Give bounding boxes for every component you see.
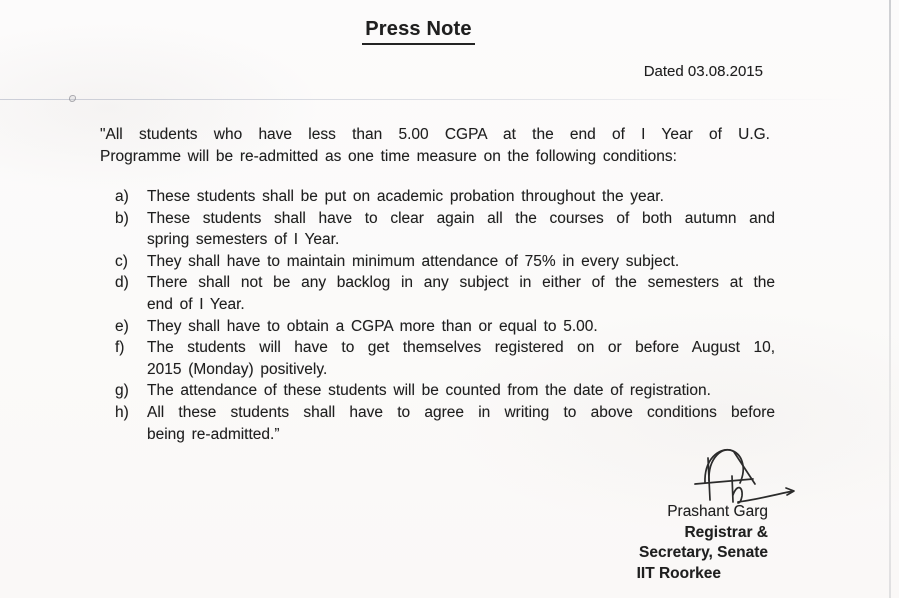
condition-item-h (115, 402, 775, 445)
conditions-list (115, 186, 775, 445)
item-text (147, 316, 775, 338)
item-line: end of I Year. (147, 295, 245, 313)
item-line: They shall have to maintain minimum attendance of 75% in every subject. (147, 252, 680, 270)
item-line: The students will have to get themselves registered on or before August 10, (147, 339, 775, 357)
signatory-name: Prashant Garg (667, 503, 768, 520)
item-line: All these students shall have to agree in writing to above conditions before (147, 403, 775, 421)
signature-scribble (692, 443, 802, 507)
item-text (147, 380, 775, 402)
condition-item-c (115, 251, 775, 273)
condition-item-d (115, 272, 775, 315)
condition-item-e (115, 316, 775, 338)
item-line: spring semesters of I Year. (147, 231, 340, 249)
scan-artifact-speck (69, 95, 76, 102)
signatory-title-registrar: Registrar & (684, 523, 768, 541)
signatory-title-secretary: Secretary, Senate (639, 544, 768, 561)
signatory-institute: IIT Roorkee (636, 564, 721, 582)
scan-artifact-right-edge-line (889, 0, 891, 598)
condition-item-f (115, 337, 775, 380)
item-line: 2015 (Monday) positively. (147, 360, 328, 378)
signature-block (637, 502, 768, 584)
item-line: There shall not be any backlog in any subject in either of the semesters at the (147, 274, 775, 292)
item-marker: f) (115, 339, 125, 357)
condition-item-b (115, 208, 775, 251)
title-row (0, 18, 899, 45)
item-line: These students shall have to clear again all the courses of both autumn and (147, 209, 775, 227)
item-text (147, 272, 775, 315)
item-text (147, 186, 775, 208)
condition-item-g (115, 380, 775, 402)
item-line: being re-admitted.” (147, 425, 280, 443)
item-text (147, 208, 775, 251)
intro-line-1: "All students who have less than 5.00 CGPA at the end of I Year of U.G. (100, 126, 770, 143)
item-line: The attendance of these students will be counted from the date of registration. (147, 382, 711, 400)
intro-line-2: Programme will be re-admitted as one time measure on the following conditions: (100, 147, 677, 165)
item-marker: a) (115, 188, 129, 205)
item-text (147, 251, 775, 273)
item-text (147, 337, 775, 380)
item-marker: e) (115, 317, 129, 335)
item-line: They shall have to obtain a CGPA more than or equal to 5.00. (147, 317, 598, 335)
item-marker: g) (115, 382, 129, 400)
item-marker: b) (115, 209, 129, 227)
item-marker: c) (115, 252, 128, 270)
item-text (147, 402, 775, 445)
condition-item-a (115, 186, 775, 208)
intro-paragraph (100, 124, 770, 167)
item-line: These students shall be put on academic probation throughout the year. (147, 188, 664, 205)
date-line: Dated 03.08.2015 (643, 63, 763, 80)
item-marker: d) (115, 274, 129, 292)
document-title: Press Note (362, 18, 475, 45)
scan-artifact-horizontal-line (0, 99, 852, 100)
item-marker: h) (115, 403, 129, 421)
